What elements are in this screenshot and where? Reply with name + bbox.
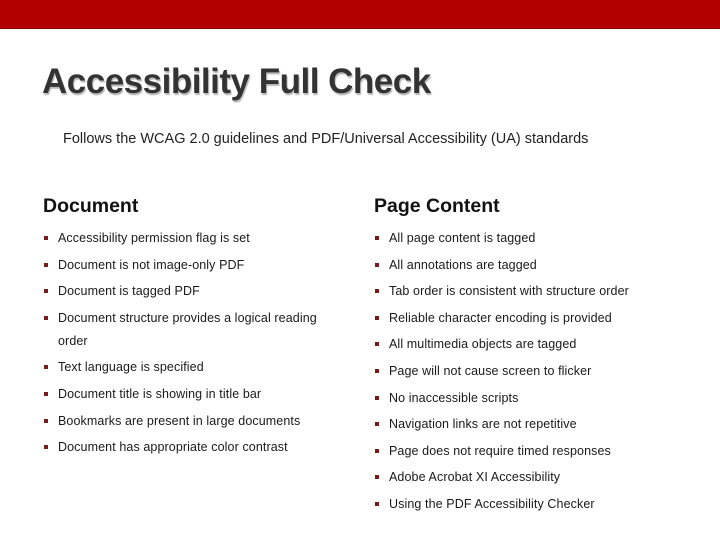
square-bullet-icon xyxy=(375,236,379,240)
list-item xyxy=(43,254,343,277)
list-item-text: All annotations are tagged xyxy=(389,257,537,272)
list-item xyxy=(374,227,629,249)
list-item xyxy=(374,360,629,382)
list-item xyxy=(374,466,629,488)
list-item-text: Page will not cause screen to flicker xyxy=(389,363,592,378)
list-item xyxy=(43,410,343,433)
document-column xyxy=(43,195,343,455)
list-item-text: Using the PDF Accessibility Checker xyxy=(389,496,595,511)
square-bullet-icon xyxy=(375,289,379,293)
list-item xyxy=(374,387,629,409)
list-item xyxy=(374,440,629,462)
list-item xyxy=(374,493,629,515)
slide-subtitle: Follows the WCAG 2.0 guidelines and PDF/Universal Accessibility (UA) standards xyxy=(63,131,589,147)
square-bullet-icon xyxy=(375,475,379,479)
list-item xyxy=(43,227,343,250)
list-item-text: Document is not image-only PDF xyxy=(58,257,245,272)
list-item xyxy=(43,307,343,352)
list-item xyxy=(374,413,629,435)
list-item-text: Document title is showing in title bar xyxy=(58,386,262,401)
square-bullet-icon xyxy=(44,392,48,396)
square-bullet-icon xyxy=(375,342,379,346)
page-content-column xyxy=(374,195,694,511)
list-item-text: Bookmarks are present in large documents xyxy=(58,413,301,428)
list-item xyxy=(43,280,343,303)
square-bullet-icon xyxy=(375,369,379,373)
square-bullet-icon xyxy=(375,422,379,426)
square-bullet-icon xyxy=(44,316,48,320)
list-item-text: Document structure provides a logical reading order xyxy=(58,311,317,348)
square-bullet-icon xyxy=(44,263,48,267)
square-bullet-icon xyxy=(375,263,379,267)
list-item-text: No inaccessible scripts xyxy=(389,390,519,405)
square-bullet-icon xyxy=(44,365,48,369)
square-bullet-icon xyxy=(44,236,48,240)
list-item-text: Document is tagged PDF xyxy=(58,284,200,299)
square-bullet-icon xyxy=(44,289,48,293)
list-item-text: Text language is specified xyxy=(58,360,204,375)
list-item-text: Navigation links are not repetitive xyxy=(389,417,577,432)
list-item-text: Document has appropriate color contrast xyxy=(58,440,288,455)
slide-title: Accessibility Full Check xyxy=(42,62,431,101)
square-bullet-icon xyxy=(375,316,379,320)
list-item-text: Tab order is consistent with structure order xyxy=(389,284,629,299)
square-bullet-icon xyxy=(375,449,379,453)
list-item xyxy=(374,333,629,355)
column-heading-page-content: Page Content xyxy=(374,195,500,217)
list-item xyxy=(374,307,629,329)
page-content-checklist xyxy=(374,227,629,520)
list-item xyxy=(43,436,343,459)
list-item-text: Adobe Acrobat XI Accessibility xyxy=(389,470,561,485)
list-item xyxy=(43,383,343,406)
list-item xyxy=(374,254,629,276)
header-band xyxy=(0,0,720,29)
square-bullet-icon xyxy=(375,396,379,400)
list-item-text: Reliable character encoding is provided xyxy=(389,310,612,325)
square-bullet-icon xyxy=(375,502,379,506)
list-item xyxy=(374,280,629,302)
list-item-text: Accessibility permission flag is set xyxy=(58,231,250,245)
list-item xyxy=(43,356,343,379)
list-item-text: Page does not require timed responses xyxy=(389,443,611,458)
square-bullet-icon xyxy=(44,419,48,423)
square-bullet-icon xyxy=(44,445,48,449)
column-heading-document: Document xyxy=(43,195,139,217)
document-checklist xyxy=(43,227,343,463)
list-item-text: All multimedia objects are tagged xyxy=(389,337,577,352)
list-item-text: All page content is tagged xyxy=(389,231,536,245)
